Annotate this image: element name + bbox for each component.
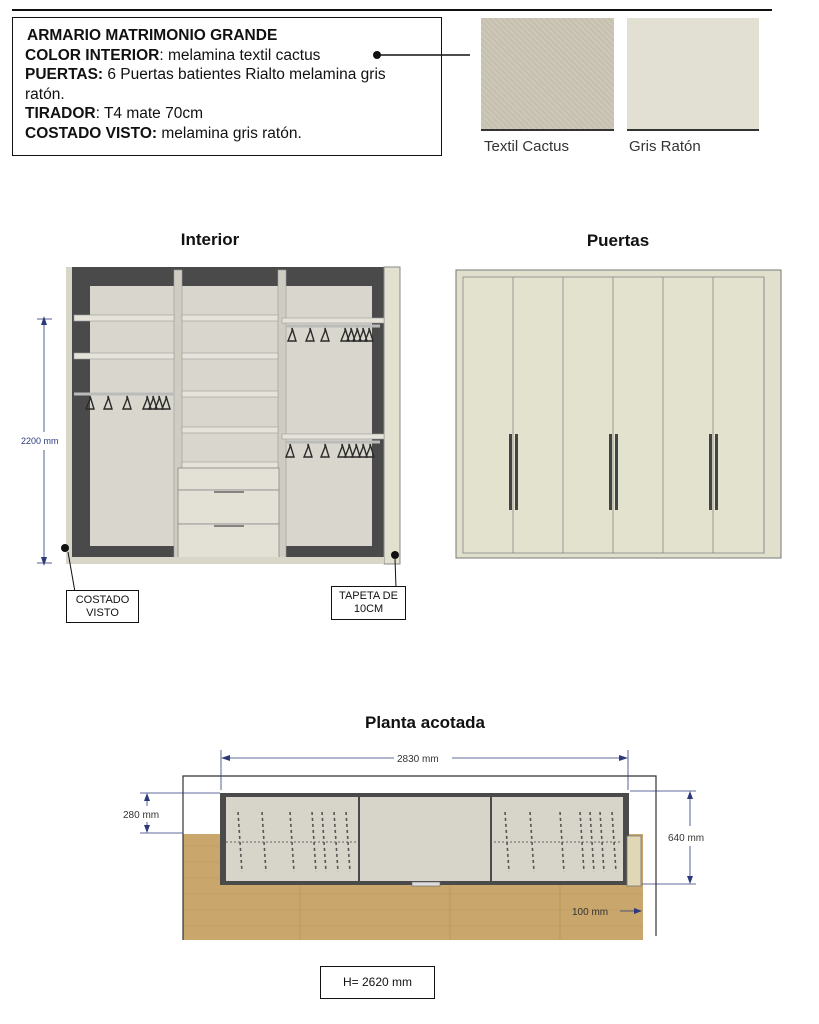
costado-panel (66, 267, 72, 564)
heading-interior: Interior (180, 230, 240, 249)
dimension-depth-left-label: 280 mm (123, 810, 160, 821)
tapeta-marker (391, 551, 399, 559)
total-height-box (320, 966, 435, 999)
total-height-label: H= 2620 mm (342, 975, 413, 989)
doors-elevation (456, 270, 781, 558)
spec-value: melamina gris ratón. (157, 124, 302, 142)
shelf (282, 434, 384, 439)
drawer (178, 468, 279, 490)
shelf (182, 315, 278, 321)
spec-value: 6 Puertas batientes Rialto melamina gris (103, 66, 386, 83)
door-handle (509, 434, 512, 510)
tag-tapeta (331, 586, 406, 620)
plinth (70, 557, 384, 564)
heading-puertas: Puertas (586, 231, 650, 250)
door-handle (715, 434, 718, 510)
dimension-height-label: 2200 mm (21, 436, 59, 446)
spec-label: PUERTAS: (25, 66, 104, 83)
shelf (182, 462, 278, 468)
dimension-depth-right-label: 640 mm (668, 833, 705, 844)
interior-elevation (61, 267, 400, 592)
dimension-width-label: 2830 mm (397, 754, 439, 765)
spec-sep: : (95, 105, 100, 122)
connector-dot (373, 51, 381, 59)
spec-value: melamina textil cactus (163, 46, 321, 64)
tag-costado-visto (66, 590, 139, 623)
tag-text: COSTADO (75, 594, 130, 606)
heading-planta: Planta acotada (365, 713, 485, 732)
spec-value: ratón. (25, 85, 65, 103)
door-handle (615, 434, 618, 510)
swatch-label-raton: Gris Ratón (629, 138, 701, 155)
costado-marker (61, 544, 69, 552)
dimension-tapeta-label: 100 mm (572, 907, 609, 918)
tapeta-plan (627, 836, 641, 886)
plan-compartment (360, 797, 490, 881)
drawer (178, 524, 279, 558)
drawer (178, 490, 279, 524)
tag-text: 10CM (353, 603, 384, 615)
shelf (182, 391, 278, 397)
swatch-label-cactus: Textil Cactus (484, 138, 570, 155)
spec-sep: : (159, 46, 164, 64)
door-handle (609, 434, 612, 510)
shelf (182, 353, 278, 359)
tag-text: VISTO (86, 607, 119, 619)
door-handle (515, 434, 518, 510)
tag-text: TAPETA DE (339, 590, 398, 602)
tapeta-panel (384, 267, 400, 564)
shelf (282, 318, 384, 323)
doors-front (463, 277, 764, 553)
door-handle (709, 434, 712, 510)
spec-title: ARMARIO MATRIMONIO GRANDE (27, 27, 278, 44)
compartment-left (90, 286, 174, 546)
spec-label: TIRADOR (25, 105, 96, 122)
shelf (74, 315, 174, 321)
shelf (74, 353, 174, 359)
spec-value: T4 mate 70cm (99, 105, 204, 122)
height-dimension (21, 316, 59, 566)
spec-label: COLOR INTERIOR (25, 46, 160, 64)
shelf (182, 427, 278, 433)
spec-label: COSTADO VISTO: (25, 124, 158, 142)
